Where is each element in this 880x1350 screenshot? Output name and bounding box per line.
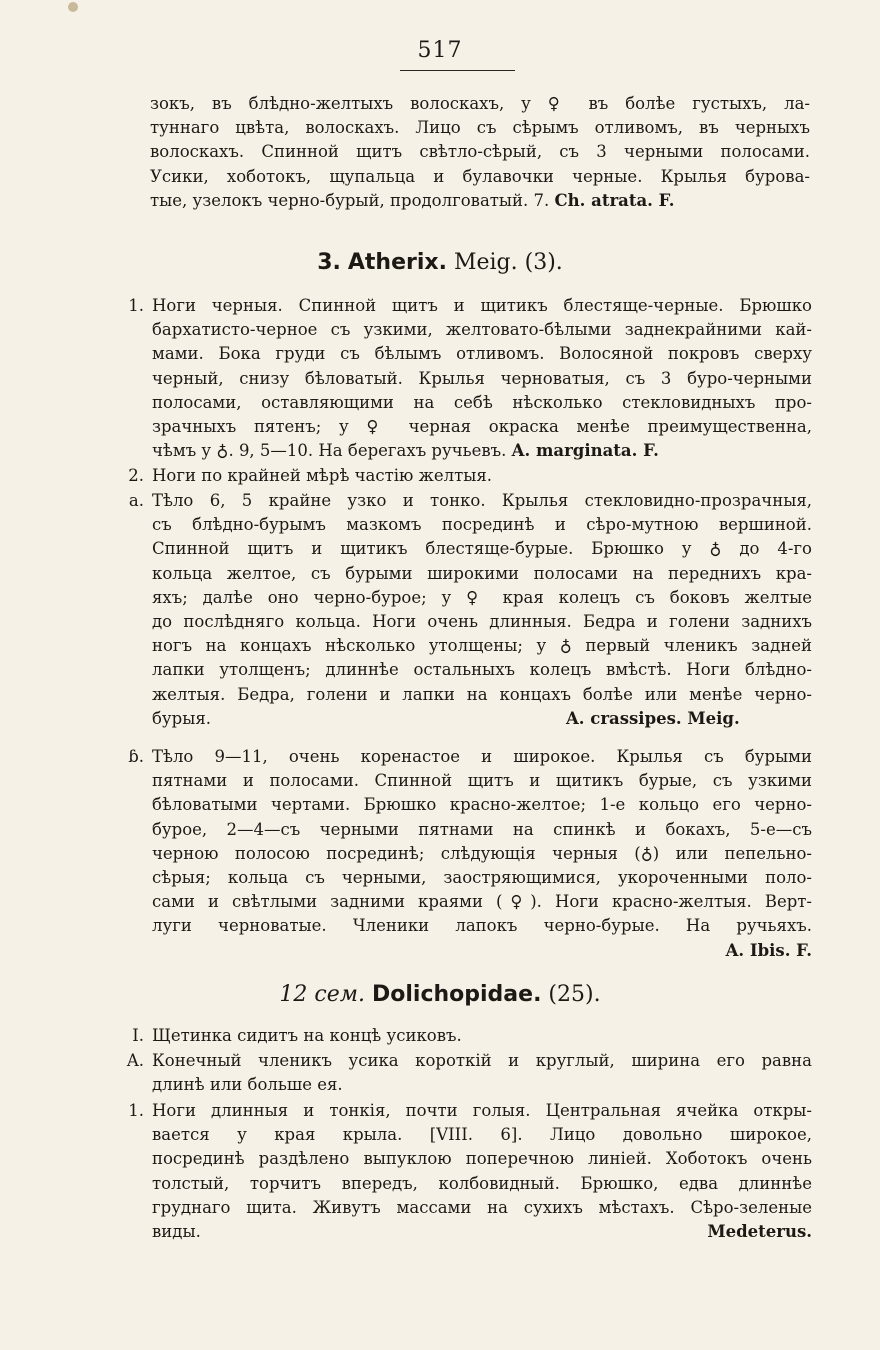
text-line: бархатисто-черное съ узкими, желтовато-бѣлыми заднекрайними кай- xyxy=(152,320,812,340)
text-line: желтыя. Бедра, голени и лапки на концахъ болѣе или менѣе черно- xyxy=(152,684,812,704)
text-line-end: виды. xyxy=(152,1221,201,1241)
text-line: яхъ; далѣе оно черно-бурое; у ♀ края колецъ съ боковъ желтые xyxy=(152,587,812,607)
paper-stain xyxy=(68,2,78,12)
text-line: Ноги черныя. Спинной щитъ и щитикъ блестяще-черные. Брюшко xyxy=(152,296,812,315)
genus-name: Medeterus. xyxy=(707,1221,812,1241)
genus-heading xyxy=(0,250,880,275)
text-line-end: тые, узелокъ черно-бурый, продолговатый. 7. xyxy=(150,190,550,210)
entry-body xyxy=(152,1024,812,1048)
text-line: Усики, хоботокъ, щупальца и булавочки черные. Крылья бурова- xyxy=(150,166,810,186)
species-name: A. crassipes. Meig. xyxy=(566,708,740,728)
entry-marker: 1. xyxy=(128,1101,144,1120)
text-line xyxy=(150,189,810,213)
text-line: полосами, оставляющими на себѣ нѣсколько стекловидныхъ про- xyxy=(152,392,812,412)
text-line: груднаго щита. Живутъ массами на сухихъ мѣстахъ. Сѣро-зеленые xyxy=(152,1197,812,1217)
text-line: толстый, торчитъ впередъ, колбовидный. Брюшко, едва длиннѣе xyxy=(152,1173,812,1193)
text-line: Щетинка сидитъ на концѣ усиковъ. xyxy=(152,1026,462,1045)
text-line: съ блѣдно-бурымъ мазкомъ посрединѣ и сѣро-мутною вершиной. xyxy=(152,515,812,535)
species-name: A. marginata. F. xyxy=(511,441,659,461)
entry-marker: 1. xyxy=(128,296,144,315)
family-heading xyxy=(0,982,880,1007)
text-line: бурое, 2—4—съ черными пятнами на спинкѣ и бокахъ, 5-е—съ xyxy=(152,819,812,839)
text-line: луги черноватые. Членики лапокъ черно-бурые. На ручьяхъ. xyxy=(152,916,812,936)
text-line: Ноги по крайней мѣрѣ частію желтыя. xyxy=(152,466,492,485)
text-line: зрачныхъ пятенъ; у ♀ черная окраска менѣе преимущественна, xyxy=(152,416,812,436)
text-line xyxy=(152,439,812,463)
genus-count: (3). xyxy=(524,250,563,275)
text-line: ногъ на концахъ нѣсколько утолщены; у ♁ первый членикъ задней xyxy=(152,636,812,656)
text-line: волоскахъ. Спинной щитъ свѣтло-сѣрый, съ 3 черными полосами. xyxy=(150,142,810,162)
text-line: зокъ, въ блѣдно-желтыхъ волоскахъ, у ♀ въ болѣе густыхъ, ла- xyxy=(150,94,810,113)
text-line: Тѣло 6, 5 крайне узко и тонко. Крылья стекловидно-прозрачныя, xyxy=(152,491,812,510)
entry-marker: A. xyxy=(126,1051,144,1070)
text-line-end: бурыя. xyxy=(152,708,211,728)
entry-body xyxy=(152,294,812,463)
text-line: пятнами и полосами. Спинной щитъ и щитикъ бурые, съ узкими xyxy=(152,771,812,791)
text-line: черною полосою посрединѣ; слѣдующія черныя (♁) или пепельно- xyxy=(152,843,812,863)
text-line: вается у края крыла. [VIII. 6]. Лицо довольно широкое, xyxy=(152,1125,812,1145)
text-line: Тѣло 9—11, очень коренастое и широкое. Крылья съ бурыми xyxy=(152,747,812,766)
family-count: (25). xyxy=(548,982,601,1007)
text-line: бѣловатыми чертами. Брюшко красно-желтое; 1-е кольцо его черно- xyxy=(152,795,812,815)
text-line xyxy=(152,1220,812,1244)
text-line: Ноги длинныя и тонкія, почти голыя. Центральная ячейка откры- xyxy=(152,1101,812,1120)
text-line: лапки утолщенъ; длиннѣе остальныхъ колецъ вмѣстѣ. Ноги блѣдно- xyxy=(152,660,812,680)
genus-number: 3. xyxy=(317,250,341,275)
entry-marker: I. xyxy=(132,1026,144,1045)
genus-name: Atherix. xyxy=(347,250,447,275)
family-name: Dolichopidae. xyxy=(371,982,542,1007)
entry-marker: a. xyxy=(128,491,144,510)
text-line: мами. Бока груди съ бѣлымъ отливомъ. Волосяной покровъ сверху xyxy=(152,344,812,364)
text-line: сами и свѣтлыми задними краями (♀). Ноги красно-желтыя. Верт- xyxy=(152,892,812,912)
text-line: туннаго цвѣта, волоскахъ. Лицо съ сѣрымъ отливомъ, въ черныхъ xyxy=(150,118,810,138)
text-line xyxy=(152,707,812,731)
text-line: черный, снизу бѣловатый. Крылья черноватыя, съ 3 буро-черными xyxy=(152,368,812,388)
text-line: посрединѣ раздѣлено выпуклою поперечною линіей. Хоботокъ очень xyxy=(152,1149,812,1169)
species-name: A. Ibis. F. xyxy=(725,940,812,960)
text-line: длинѣ или больше ея. xyxy=(152,1075,343,1095)
entry-body xyxy=(152,464,812,488)
text-line: до послѣдняго кольца. Ноги очень длинныя. Бедра и голени заднихъ xyxy=(152,611,812,631)
entry-body xyxy=(152,1049,812,1097)
text-line: Конечный членикъ усика короткій и круглый, ширина его равна xyxy=(152,1051,812,1070)
entry-body xyxy=(152,1099,812,1244)
text-line-end: чѣмъ у ♁. 9, 5—10. На берегахъ ручьевъ. xyxy=(152,441,507,461)
text-line: кольца желтое, съ бурыми широкими полосами на переднихъ кра- xyxy=(152,563,812,583)
entry-marker: 2. xyxy=(128,466,144,485)
page-number-rule xyxy=(400,70,515,71)
text-line: Спинной щитъ и щитикъ блестяще-бурые. Брюшко у ♁ до 4-го xyxy=(152,539,812,559)
text-line: сѣрыя; кольца съ черными, заостряющимися, укороченными поло- xyxy=(152,867,812,887)
family-label: 12 сем. xyxy=(279,982,365,1007)
entry-body xyxy=(152,489,812,731)
intro-paragraph xyxy=(150,92,810,213)
entry-body xyxy=(152,745,812,963)
genus-author: Meig. xyxy=(453,250,518,275)
page-number: 517 xyxy=(417,38,463,63)
species-name: Ch. atrata. F. xyxy=(554,190,675,210)
entry-marker: ɓ. xyxy=(128,747,144,766)
